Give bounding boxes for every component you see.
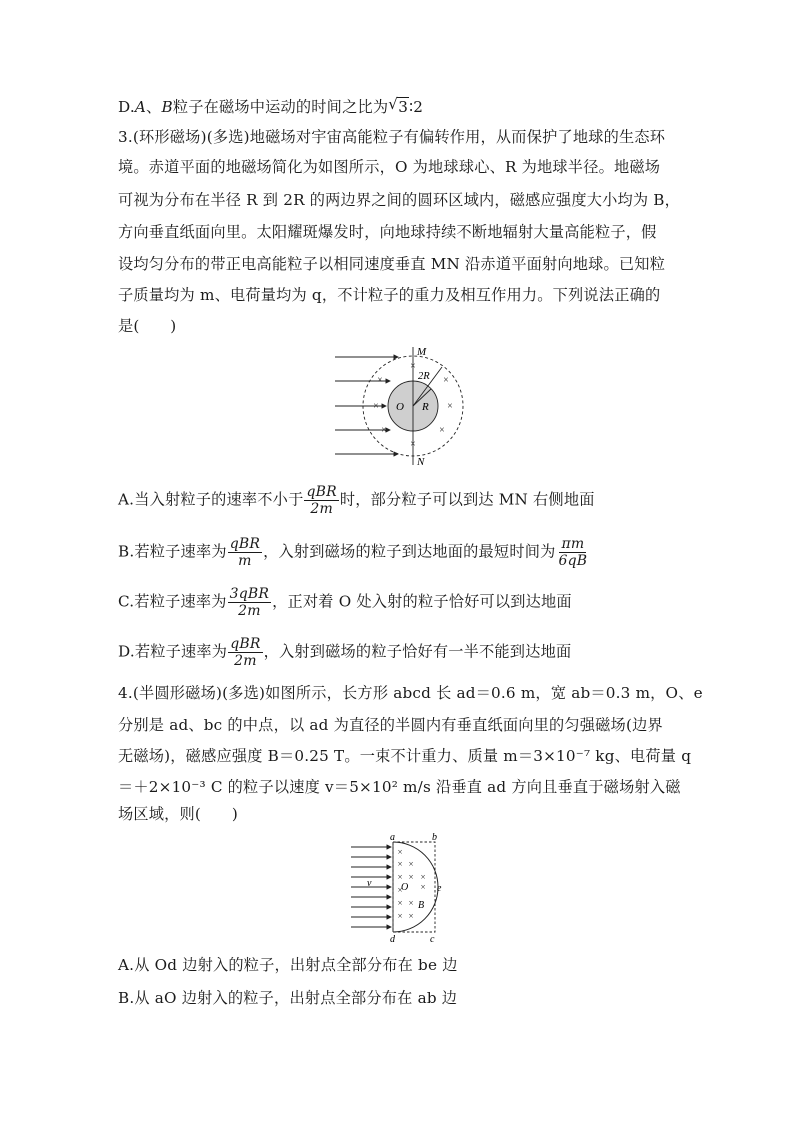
label-c: c [430,934,435,945]
svg-text:×: × [397,847,403,857]
svg-text:×: × [397,872,403,882]
q3-line-2: 境。赤道平面的地磁场简化为如图所示，O 为地球球心、R 为地球半径。地磁场 [118,158,661,176]
svg-text:×: × [420,872,426,882]
q4-line-1: 4.(半圆形磁场)(多选)如图所示，长方形 abcd 长 ad＝0.6 m，宽 ab＝0.3 m，O、e [118,684,703,702]
fraction: $\frac{\text{3qBR}}{2m}$ [229,586,270,619]
label-d: d [390,934,395,945]
label-b: b [432,832,437,843]
label-m: M [417,346,427,358]
q4-line-2: 分别是 ad、bc 的中点，以 ad 为直径的半圆内有垂直纸面向里的匀强磁场(边界 [118,716,663,734]
svg-text:×: × [408,859,414,869]
q4-line-5: 场区域，则( ) [118,805,238,823]
svg-text:×: × [439,425,445,436]
label-v: v [367,878,372,889]
svg-text:×: × [443,375,449,386]
svg-text:×: × [408,872,414,882]
label-r: R [422,401,429,413]
q3-option-d: D.若粒子速率为 $\frac{\text{qBR}}{2m}$ ，入射到磁场的粒子恰好有一半不能到达地面 [118,636,572,669]
q3-ring-field-figure [330,343,470,468]
q4-line-3: 无磁场)，磁感应强度 B＝0.25 T。一束不计重力、质量 m＝3×10⁻⁷ kg、电荷量 q [118,747,692,765]
q3-option-a: A.当入射粒子的速率不小于 $\frac{\text{qBR}}{2m}$ 时，部分粒子可以到达 MN 右侧地面 [118,484,595,517]
fraction: $\frac{\text{qBR}}{m}$ [229,536,261,569]
svg-text:×: × [377,375,383,386]
svg-text:×: × [408,898,414,908]
svg-text:×: × [381,425,387,436]
label-o: O [401,882,409,893]
svg-text:×: × [397,898,403,908]
sqrt-expression: √ 3 [388,95,409,116]
fraction: $\frac{\pi m}{6qB}$ [558,536,588,569]
q3-line-4: 方向垂直纸面向里。太阳耀斑爆发时，向地球持续不断地辐射大量高能粒子，假 [118,223,657,241]
label-o: O [396,401,404,413]
fraction: $\frac{\text{qBR}}{2m}$ [230,636,261,669]
q4-semicircle-field-figure [345,830,455,946]
svg-text:×: × [373,401,379,412]
q4-option-b: B.从 aO 边射入的粒子，出射点全部分布在 ab 边 [118,989,458,1007]
q4-option-a: A.从 Od 边射入的粒子，出射点全部分布在 be 边 [118,956,458,974]
svg-text:×: × [397,859,403,869]
q3-option-c: C.若粒子速率为 $\frac{\text{3qBR}}{2m}$ ，正对着 O 处入射的粒子恰好可以到达地面 [118,586,572,619]
svg-text:×: × [420,882,426,892]
q4-line-4: ＝＋2×10⁻³ C 的粒子以速度 v＝5×10² m/s 沿垂直 ad 方向且垂直于磁场射入磁 [118,778,681,796]
fraction: $\frac{\text{qBR}}{2m}$ [306,484,337,517]
label-n: N [417,456,425,468]
label-a: a [390,832,395,843]
label-e: e [437,883,442,894]
q3-line-7: 是( ) [118,317,177,335]
svg-text:×: × [447,401,453,412]
svg-text:×: × [397,911,403,921]
q3-line-6: 子质量均为 m、电荷量均为 q，不计粒子的重力及相互作用力。下列说法正确的 [118,286,661,304]
svg-text:×: × [410,439,416,450]
q3-line-1: 3.(环形磁场)(多选)地磁场对宇宙高能粒子有偏转作用，从而保护了地球的生态环 [118,128,666,146]
svg-text:×: × [410,361,416,372]
svg-text:×: × [408,911,414,921]
label-2r: 2R [418,371,430,382]
prev-option-d: D.A、B粒子在磁场中运动的时间之比为 √ 3∶2 [118,95,424,116]
label-b-field: B [418,900,425,911]
q3-line-5: 设均匀分布的带正电高能粒子以相同速度垂直 MN 沿赤道平面射向地球。已知粒 [118,255,666,273]
q3-option-b: B.若粒子速率为 $\frac{\text{qBR}}{m}$ ，入射到磁场的粒子到达地面的最短时间为 $\frac{\pi m}{6qB}$ [118,536,588,569]
q3-line-3: 可视为分布在半径 R 到 2R 的两边界之间的圆环区域内，磁感应强度大小均为 B， [118,191,681,209]
svg-text:×: × [397,885,403,895]
